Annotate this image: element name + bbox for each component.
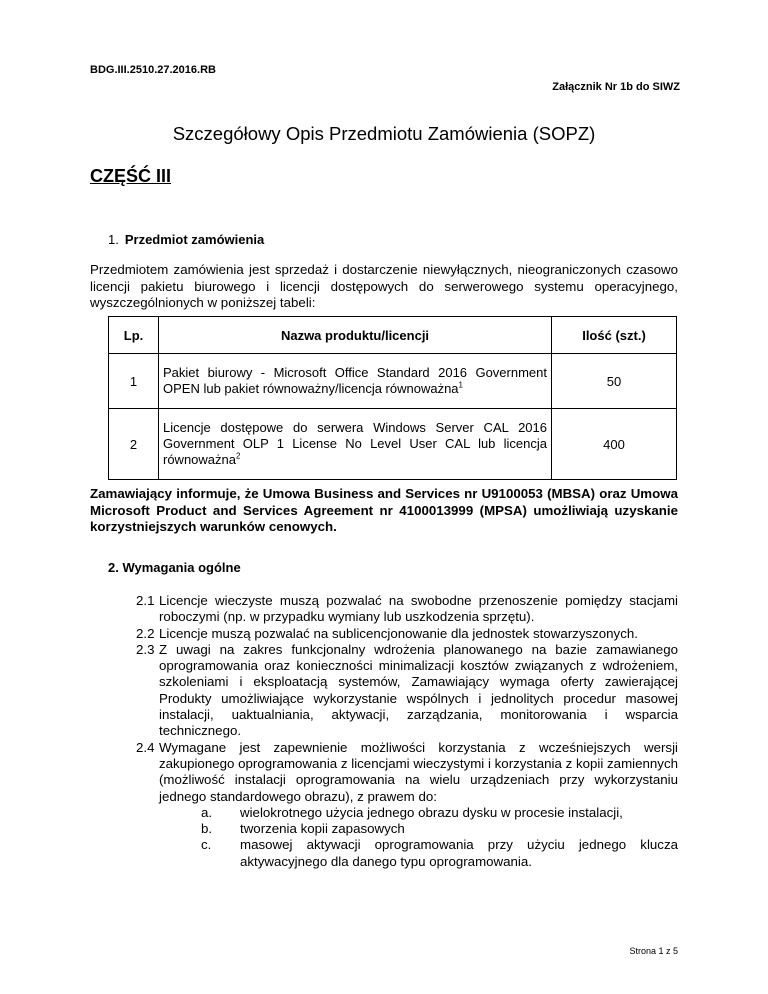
footnote-marker: 2 bbox=[236, 451, 241, 461]
header-lp: Lp. bbox=[109, 317, 159, 354]
document-title: Szczegółowy Opis Przedmiotu Zamówienia (SOPZ) bbox=[172, 123, 596, 144]
row-lp: 2 bbox=[109, 409, 159, 480]
requirement-number: 2.2 bbox=[136, 625, 155, 641]
requirement-text: Licencje wieczyste muszą pozwalać na swobodne przenoszenie pomiędzy stacjami roboczymi (np. w przypadku wymiany lub uszkodzenia sprzętu). bbox=[159, 593, 678, 625]
subitem-letter: c. bbox=[201, 837, 212, 853]
requirement-item bbox=[108, 593, 678, 626]
product-name-text: Licencje dostępowe do serwera Windows Server CAL 2016 Government OLP 1 License No Level User CAL lub licencja równoważna bbox=[163, 420, 547, 467]
requirement-number: 2.3 bbox=[136, 641, 155, 657]
section-1-intro: Przedmiotem zamówienia jest sprzedaż i dostarczenie niewyłącznych, nieograniczonych czasowo licencji pakietu biurowego i licencji dostępowych do serwerowego systemu operacyjnego, wyszczególnionych w poniższej tabeli: bbox=[90, 262, 678, 310]
row-lp: 1 bbox=[109, 354, 159, 409]
requirement-subitems bbox=[159, 805, 678, 870]
subitem bbox=[159, 821, 678, 837]
subitem-text: masowej aktywacji oprogramowania przy użyciu jednego klucza aktywacyjnego dla danego typu oprogramowania. bbox=[240, 837, 678, 869]
part-title: CZĘŚĆ III bbox=[90, 166, 172, 186]
row-product-name bbox=[159, 354, 552, 409]
subitem bbox=[159, 805, 678, 821]
annex-label: Załącznik Nr 1b do SIWZ bbox=[552, 81, 680, 93]
requirement-text: Z uwagi na zakres funkcjonalny wdrożenia planowanego na bazie zamawianego oprogramowania oraz konieczności minimalizacji kosztów związanych z wdrożeniem, szkoleniami i eksploatacją systemów, Zamawiający wymaga oferty zawierającej Produkty umożliwiające wykorzystanie wspólnych i jednolitych procedur masowej instalacji, uaktualniania, aktywacji, zarządzania, monitorowania i wsparcia technicznego. bbox=[159, 641, 678, 739]
section-1-heading bbox=[108, 232, 264, 247]
subitem-letter: b. bbox=[201, 821, 213, 837]
requirement-number: 2.1 bbox=[136, 593, 155, 608]
header-name: Nazwa produktu/licencji bbox=[159, 317, 552, 354]
row-qty: 50 bbox=[552, 354, 677, 409]
requirement-item bbox=[108, 626, 678, 642]
page-number: Strona 1 z 5 bbox=[629, 946, 678, 956]
requirement-number: 2.4 bbox=[136, 739, 155, 755]
requirement-text: Licencje muszą pozwalać na sublicencjonowanie dla jednostek stowarzyszonych. bbox=[159, 625, 638, 641]
header-qty: Ilość (szt.) bbox=[552, 317, 677, 354]
requirements-list bbox=[108, 593, 678, 870]
table-row bbox=[109, 409, 677, 480]
section-2-heading: 2. Wymagania ogólne bbox=[108, 560, 241, 575]
table-row bbox=[109, 354, 677, 409]
section-1-title: Przedmiot zamówienia bbox=[124, 232, 265, 247]
row-product-name bbox=[159, 409, 552, 480]
footnote-marker: 1 bbox=[458, 380, 463, 390]
pricing-notice: Zamawiający informuje, że Umowa Business and Services nr U9100053 (MBSA) oraz Umowa Microsoft Product and Services Agreement nr 4100013999 (MPSA) umożliwiają uzyskanie korzystniejszych warunków cenowych. bbox=[90, 486, 678, 534]
subitem-text: wielokrotnego użycia jednego obrazu dysku w procesie instalacji, bbox=[240, 804, 623, 820]
document-reference: BDG.III.2510.27.2016.RB bbox=[90, 64, 216, 76]
table-header-row bbox=[109, 317, 677, 354]
subitem-letter: a. bbox=[201, 804, 213, 820]
subitem bbox=[159, 837, 678, 870]
requirement-text: Wymagane jest zapewnienie możliwości korzystania z wcześniejszych wersji zakupionego oprogramowania z licencjami wieczystymi i korzystania z kopii zamiennych (możliwość instalacji oprogramowania na wielu urządzeniach przy wykorzystaniu jednego standardowego obrazu), z prawem do: bbox=[159, 739, 678, 804]
requirement-item bbox=[108, 642, 678, 740]
requirement-item bbox=[108, 740, 678, 805]
license-table bbox=[108, 316, 677, 480]
section-1-number: 1. bbox=[108, 232, 119, 247]
product-name-text: Pakiet biurowy - Microsoft Office Standard 2016 Government OPEN lub pakiet równoważny/licencja równoważna bbox=[163, 365, 547, 396]
subitem-text: tworzenia kopii zapasowych bbox=[240, 821, 405, 837]
row-qty: 400 bbox=[552, 409, 677, 480]
